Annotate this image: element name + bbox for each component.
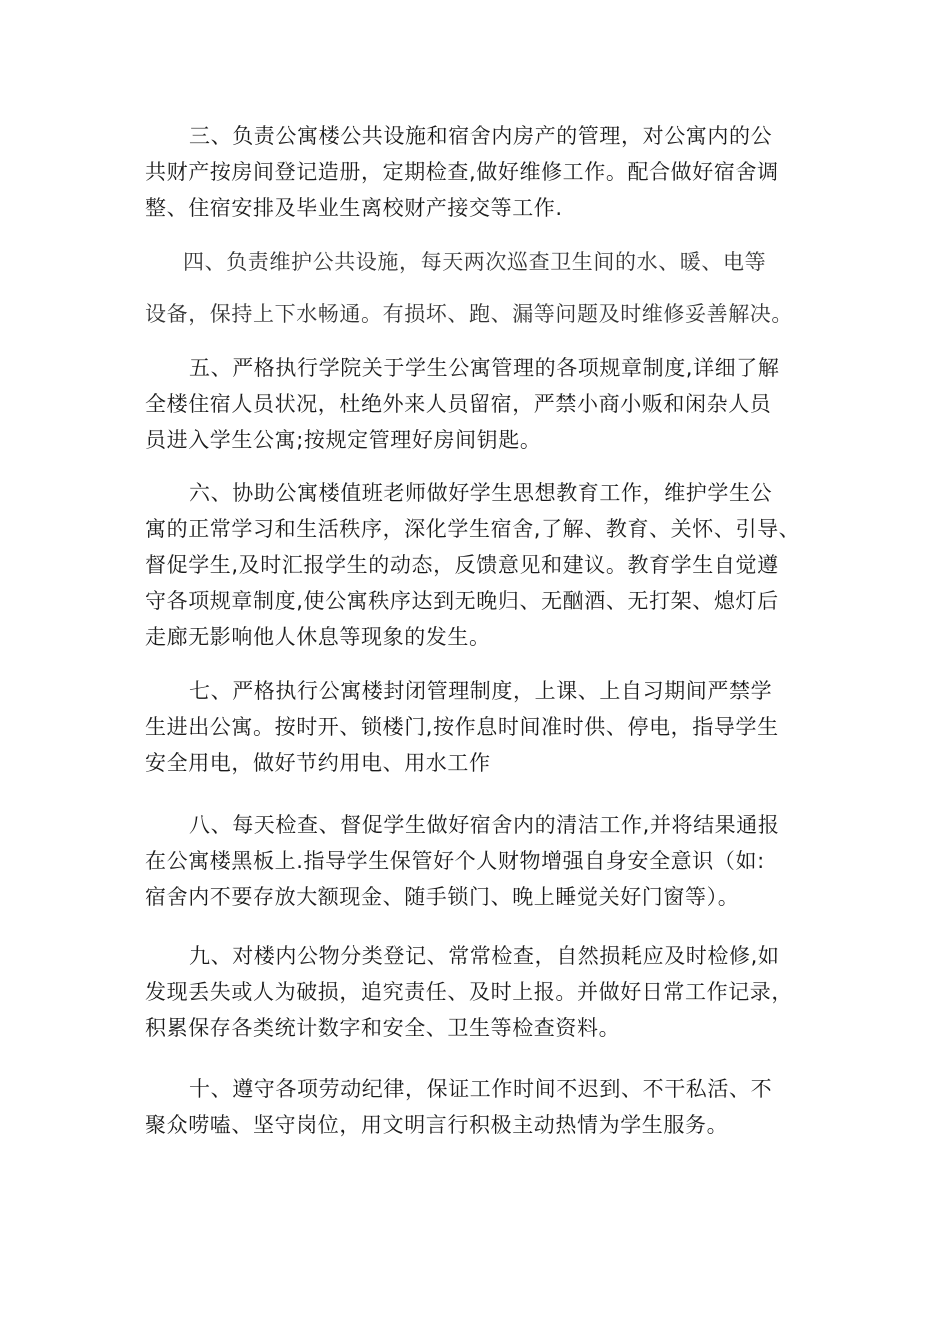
paragraph-line: 五、严格执行学院关于学生公寓管理的各项规章制度,详细了解: [189, 356, 780, 380]
paragraph-line: 聚众唠嗑、坚守岗位，用文明言行积极主动热情为学生服务。: [145, 1113, 729, 1137]
paragraph-line: 设备，保持上下水畅通。有损坏、跑、漏等问题及时维修妥善解决。: [145, 302, 793, 326]
paragraph-line: 八、每天检查、督促学生做好宿舍内的清洁工作,并将结果通报: [189, 813, 780, 837]
paragraph-line: 六、协助公寓楼值班老师做好学生思想教育工作，维护学生公: [189, 481, 773, 505]
paragraph-line: 三、负责公寓楼公共设施和宿舍内房产的管理，对公寓内的公: [189, 124, 773, 148]
paragraph-line: 发现丢失或人为破损，追究责任、及时上报。并做好日常工作记录，: [145, 980, 793, 1004]
paragraph-line: 督促学生,及时汇报学生的动态，反馈意见和建议。教育学生自觉遵: [145, 553, 779, 577]
paragraph-line: 员进入学生公寓;按规定管理好房间钥匙。: [145, 428, 542, 452]
paragraph-line: 四、负责维护公共设施，每天两次巡查卫生间的水、暖、电等: [183, 250, 767, 274]
paragraph-line: 在公寓楼黑板上.指导学生保管好个人财物增强自身安全意识（如:: [145, 849, 765, 873]
paragraph-line: 积累保存各类统计数字和安全、卫生等检查资料。: [145, 1016, 621, 1040]
paragraph-line: 宿舍内不要存放大额现金、随手锁门、晚上睡觉关好门窗等）。: [145, 885, 740, 909]
paragraph-6: [145, 475, 810, 655]
paragraph-8: [145, 807, 810, 915]
paragraph-4: [145, 236, 810, 340]
paragraph-line: 九、对楼内公物分类登记、常常检查，自然损耗应及时检修,如: [189, 944, 780, 968]
paragraph-9: [145, 938, 810, 1046]
paragraph-line: 走廊无影响他人休息等现象的发生。: [145, 625, 491, 649]
paragraph-10: [145, 1071, 810, 1143]
paragraph-line: 共财产按房间登记造册，定期检查,做好维修工作。配合做好宿舍调: [145, 160, 779, 184]
paragraph-line: 生进出公寓。按时开、锁楼门,按作息时间准时供、停电，指导学生: [145, 715, 779, 739]
paragraph-line: 守各项规章制度,使公寓秩序达到无晚归、无酗酒、无打架、熄灯后: [145, 589, 779, 613]
paragraph-line: 安全用电，做好节约用电、用水工作: [145, 751, 491, 775]
paragraph-line: 整、住宿安排及毕业生离校财产接交等工作.: [145, 196, 563, 220]
paragraph-line: 七、严格执行公寓楼封闭管理制度，上课、上自习期间严禁学: [189, 679, 773, 703]
paragraph-line: 十、遵守各项劳动纪律，保证工作时间不迟到、不干私活、不: [189, 1077, 773, 1101]
paragraph-5: [145, 350, 810, 458]
paragraph-7: [145, 673, 810, 781]
paragraph-line: 全楼住宿人员状况，杜绝外来人员留宿，严禁小商小贩和闲杂人员: [145, 392, 772, 416]
paragraph-3: [145, 118, 810, 226]
paragraph-line: 寓的正常学习和生活秩序，深化学生宿舍,了解、教育、关怀、引导、: [145, 517, 801, 541]
